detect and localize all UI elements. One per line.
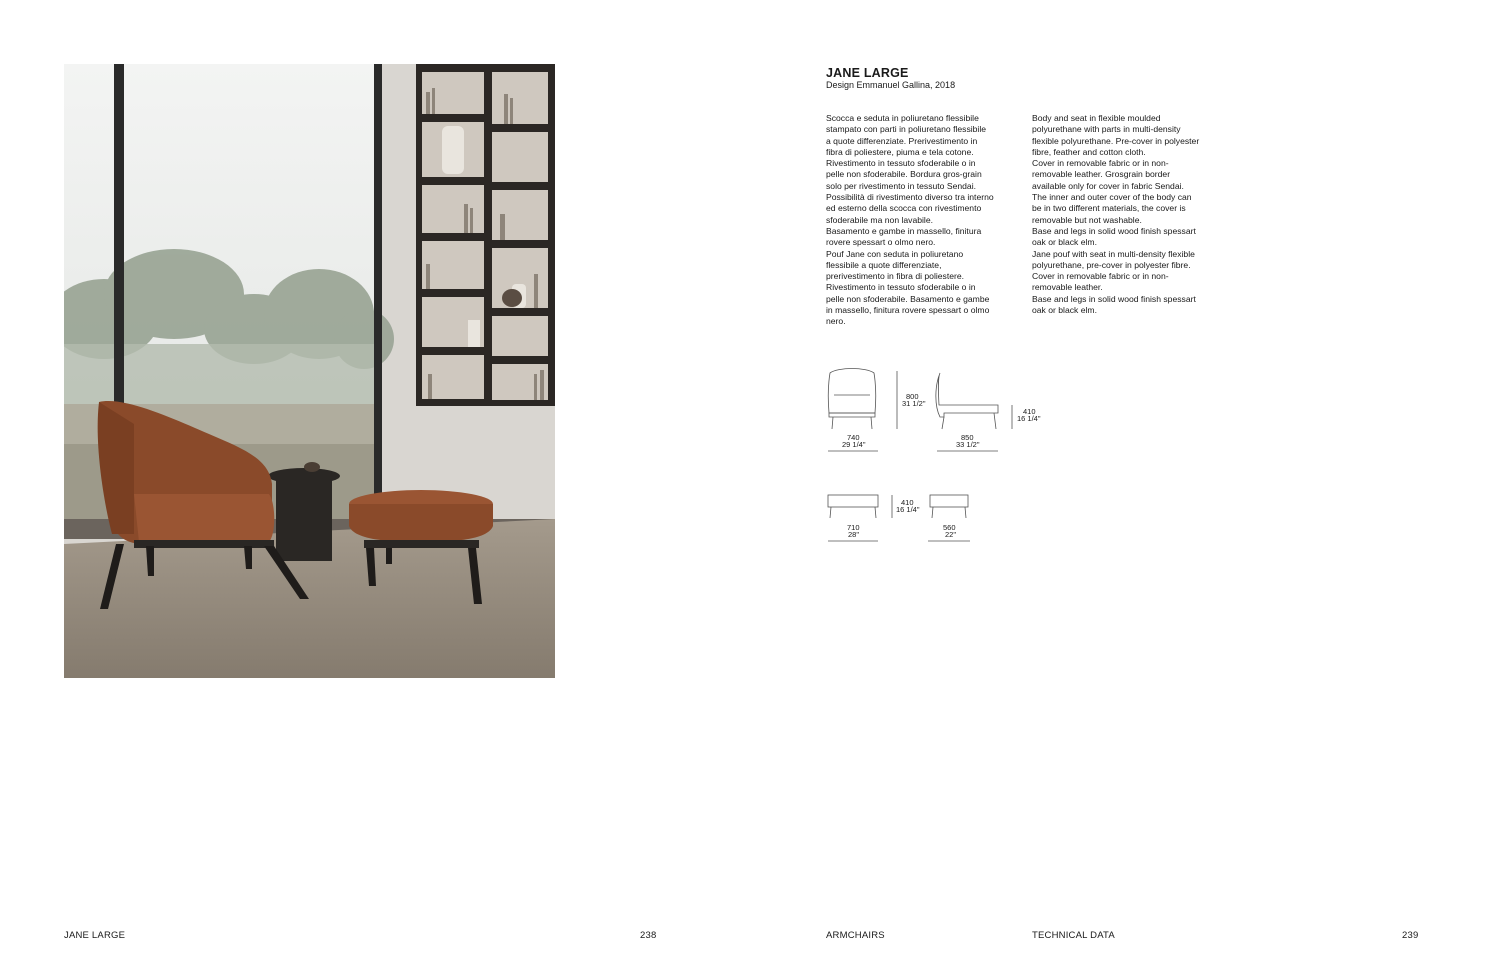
dim-armchair-seat-in: 16 1/4" — [1017, 414, 1041, 423]
dim-pouf-width-mm: 710 — [847, 523, 860, 532]
description-italian: Scocca e seduta in poliuretano flessibile stampato con parti in poliuretano flessibile a quote differenziate. Prerivestimento in fibra di poliestere, piuma e tela cotone. Rivestimento in tessuto sfoderabile o in pelle non sfoderabile. Bordura gros-grain solo per rivestimento in tessuto Sendai. Possibilità di rivestimento diverso tra interno ed esterno della scocca con rivestimento sfoderabile ma non lavabile. Basamento e gambe in massello, finitura rovere spessart o olmo nero. Pouf Jane con seduta in poliuretano flessibile a quote differenziate, prerivestimento in fibra di poliestere. Rivestimento in tessuto sfoderabile o in pelle non sfoderabile. Basamento e gambe in massello, finitura rovere spessart o olmo nero. — [826, 113, 994, 327]
dim-pouf-depth-mm: 560 — [943, 523, 956, 532]
dim-armchair-depth-in: 33 1/2" — [956, 440, 980, 449]
dim-armchair-width-mm: 740 — [847, 433, 860, 442]
dim-pouf-height-mm: 410 — [901, 498, 914, 507]
dim-armchair-seat-mm: 410 — [1023, 407, 1036, 416]
dim-armchair-height-mm: 800 — [906, 392, 919, 401]
dim-pouf-depth-in: 22" — [945, 530, 957, 539]
pouf-side-view — [930, 495, 968, 518]
footer-section: ARMCHAIRS — [826, 930, 885, 941]
dim-pouf-width-in: 28" — [848, 530, 860, 539]
footer-subsection: TECHNICAL DATA — [1032, 930, 1115, 941]
dim-armchair-depth-mm: 850 — [961, 433, 974, 442]
designer-credit: Design Emmanuel Gallina, 2018 — [826, 80, 956, 90]
footer-left-title: JANE LARGE — [64, 930, 126, 941]
product-photo — [64, 64, 555, 678]
armchair-front-view — [828, 369, 875, 430]
dim-armchair-height-in: 31 1/2" — [902, 399, 926, 408]
pouf-front-view — [828, 495, 878, 518]
footer-right-page-number: 239 — [1402, 930, 1419, 941]
dim-pouf-height-in: 16 1/4" — [896, 505, 920, 514]
description-english: Body and seat in flexible moulded polyurethane with parts in multi-density flexible polyurethane. Pre-cover in polyester fibre, feather and cotton cloth. Cover in removable fabric or in non- removable leather. Grosgrain border available only for cover in fabric Sendai. The inner and outer cover of the body can be in two different materials, the cover is removable but not washable. Base and legs in solid wood finish spessart oak or black elm. Jane pouf with seat in multi-density flexible polyurethane, pre-cover in polyester fibre. Cover in removable fabric or in non- removable leather. Base and legs in solid wood finish spessart oak or black elm. — [1032, 113, 1200, 316]
dim-armchair-width-in: 29 1/4" — [842, 440, 866, 449]
armchair-side-view — [936, 373, 998, 429]
dimension-diagrams — [820, 365, 1060, 555]
armchair-scene-illustration — [64, 64, 555, 678]
technical-drawings — [820, 365, 1060, 555]
product-title: JANE LARGE — [826, 66, 909, 80]
footer-left-page-number: 238 — [640, 930, 657, 941]
